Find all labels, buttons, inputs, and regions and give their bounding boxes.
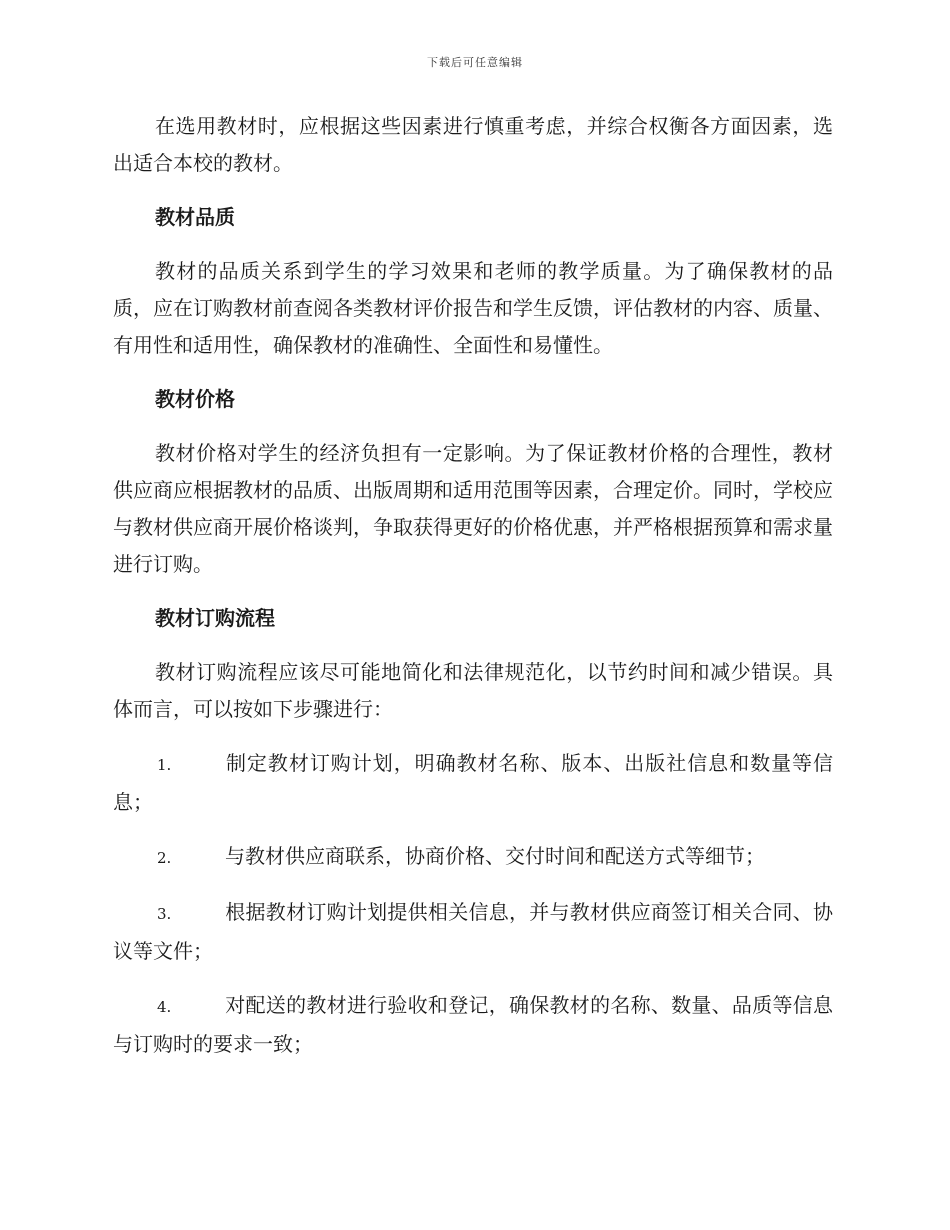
list-item: [113, 838, 833, 877]
process-paragraph: 教材订购流程应该尽可能地简化和法律规范化，以节约时间和减少错误。具体而言，可以按如下步骤进行：: [113, 660, 833, 721]
quality-paragraph: 教材的品质关系到学生的学习效果和老师的教学质量。为了确保教材的品质，应在订购教材前查阅各类教材评价报告和学生反馈，评估教材的内容、质量、有用性和适用性，确保教材的准确性、全面性和易懂性。: [113, 259, 833, 357]
list-item-text: 对配送的教材进行验收和登记，确保教材的名称、数量、品质等信息与订购时的要求一致；: [113, 993, 833, 1056]
page-header: 下载后可任意编辑: [427, 56, 523, 69]
list-item-text: 与教材供应商联系，协商价格、交付时间和配送方式等细节；: [225, 844, 765, 868]
intro-paragraph: 在选用教材时，应根据这些因素进行慎重考虑，并综合权衡各方面因素，选出适合本校的教材。: [113, 114, 833, 175]
price-heading: 教材价格: [155, 387, 235, 411]
process-heading: 教材订购流程: [155, 606, 275, 630]
list-item-number: 4.: [157, 998, 172, 1016]
list-item-number: 1.: [157, 756, 172, 774]
quality-heading: 教材品质: [155, 205, 235, 229]
list-item-number: 3.: [157, 905, 172, 923]
list-item: [113, 987, 833, 1063]
list-item-text: 制定教材订购计划，明确教材名称、版本、出版社信息和数量等信息；: [113, 751, 833, 814]
list-item: [113, 894, 833, 970]
list-item-number: 2.: [157, 849, 172, 867]
list-item-text: 根据教材订购计划提供相关信息，并与教材供应商签订相关合同、协议等文件；: [113, 900, 833, 963]
price-paragraph: 教材价格对学生的经济负担有一定影响。为了保证教材价格的合理性，教材供应商应根据教材的品质、出版周期和适用范围等因素，合理定价。同时，学校应与教材供应商开展价格谈判，争取获得更好的价格优惠，并严格根据预算和需求量进行订购。: [113, 441, 833, 576]
list-item: [113, 745, 833, 821]
document-body: [113, 108, 833, 1080]
